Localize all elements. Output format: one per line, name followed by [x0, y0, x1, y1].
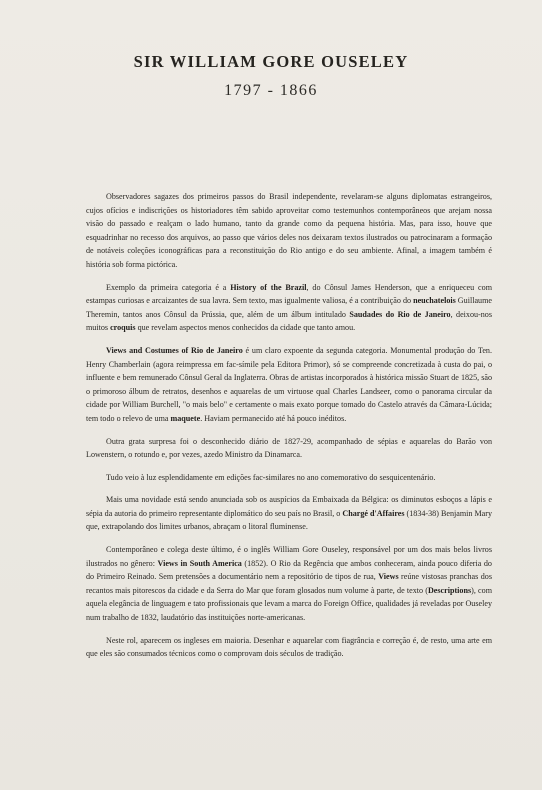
emphasized-text: History of the Brazil — [230, 282, 307, 292]
page-title: SIR WILLIAM GORE OUSELEY — [133, 52, 409, 71]
text-run: Contemporâneo e colega deste último, é o inglês William Gore Ouseley, responsável por um dos mais belos livros ilustrados no gênero: — [86, 545, 492, 568]
text-run: , do Cônsul James Henderson, que a enriqueceu com estampas curiosas e arcaizantes de sua lavra. Sem texto, mas igualmente valiosa, é a contribuição do — [86, 282, 492, 306]
emphasized-text: croquis — [110, 323, 136, 333]
text-run: , deixou-nos muitos — [86, 309, 492, 333]
paragraph — [86, 190, 492, 272]
body-text — [86, 190, 492, 670]
life-years: 1797 - 1866 — [224, 82, 318, 99]
text-run: (1834-38) Benjamin Mary que, extrapolando dos limites urbanos, abraçam o litoral fluminense. — [86, 508, 492, 532]
text-run: que revelam aspectos menos conhecidos da cidade que tanto amou. — [135, 323, 356, 333]
emphasized-text: Descriptions — [427, 585, 472, 595]
emphasized-text: Views in South America — [157, 558, 242, 568]
text-run: Observadores sagazes dos primeiros passos do Brasil independente, revelaram-se alguns diplomatas estrangeiros, cujos ofícios e indiscrições os historiadores têm sabido aproveitar como testemunhos contemporâneos que arejam nossa visão do passado e realçam o lado humano, tanto da grande como da pequena história. Mas, para isso, houve que esquadrinhar no recesso dos arquivos, ao passo que vários deles nos deixaram textos ilustrados ou patrocinaram a formação de notáveis coleções iconográficas para a reconstituição do Rio antigo e do seu ambiente. Afinal, a imagem também é história sob forma pictórica. — [86, 192, 492, 269]
paragraph — [86, 435, 492, 462]
text-run: Guillaume Theremin, tantos anos Cônsul da Prússia, que, além de um álbum intitulado — [86, 296, 492, 319]
text-run: Neste rol, aparecem os ingleses em maioria. Desenhar e aquarelar com fiagrância e correção é, de resto, uma arte em que eles são consumados técnicos como o comprovam dois séculos de tradição. — [86, 635, 492, 659]
emphasized-text: Saudades do Rio de Janeiro — [349, 309, 451, 319]
emphasized-text: maquete — [170, 413, 201, 423]
text-run: Tudo veio à luz esplendidamente em edições fac-similares no ano comemorativo do sesquicentenário. — [106, 472, 436, 482]
text-run: (1852). O Rio da Regência que ambos conheceram, ainda pouco diferia do do Primeiro Reinado. Sem pretensões a documentário nem a repositório de tipos de rua, — [86, 558, 492, 582]
text-run: ), com aquela elegância de linguagem e tato profissionais que levam a marca do Foreign Office, qualidades já reveladas por Ouseley num trabalho de 1832, laudatório das instituições norte-americanas. — [86, 585, 492, 623]
paragraph — [86, 493, 492, 534]
emphasized-text: neuchatelois — [413, 296, 456, 306]
paragraph — [86, 281, 492, 335]
text-run: . Haviam permanecido até há pouco inéditos. — [200, 413, 347, 423]
text-run: Outra grata surpresa foi o desconhecido diário de 1827-29, acompanhado de sépias e aquarelas do Barão von Lowenstern, o rotundo e, por vezes, azedo Ministro da Dinamarca. — [86, 436, 492, 460]
text-run: Exemplo da primeira categoria é a — [106, 282, 231, 292]
paragraph — [86, 634, 492, 661]
emphasized-text: Chargé d'Affaires — [342, 508, 405, 518]
text-run: reúne vistosas pranchas dos recantos mais pitorescos da cidade e da Serra do Mar que foram glosados num volume à parte, de texto ( — [86, 572, 492, 595]
emphasized-text: Views — [378, 572, 399, 582]
text-run: é um claro expoente da segunda categoria. Monumental produção do Ten. Henry Chamberlain (agora reimpressa em fac-símile pela Editora Primor), só se compreende concretizada à custa do pai, o influente e bem remunerado Cônsul Geral da Inglaterra. Obras de artistas incorporados à histórica missão Stuart de 1825, são o primoroso álbum de retratos, desenhos e aquarelas de um virtuose qual Charles Landseer, como o panorama circular da cidade por William Burchell, "o mais belo" e certamente o mais exato porque tomado do Castelo através da Câmara-Lúcida; tem todo o relevo de uma — [86, 345, 493, 423]
paragraph — [86, 543, 492, 625]
paragraph — [86, 344, 492, 426]
text-run: Mais uma novidade está sendo anunciada sob os auspícios da Embaixada da Bélgica: os diminutos esboços a lápis e sépia da autoria do primeiro representante diplomático do seu país no Brasil, o — [86, 495, 492, 518]
paragraph — [86, 471, 492, 485]
emphasized-text: Views and Costumes of Rio de Janeiro — [106, 345, 243, 355]
